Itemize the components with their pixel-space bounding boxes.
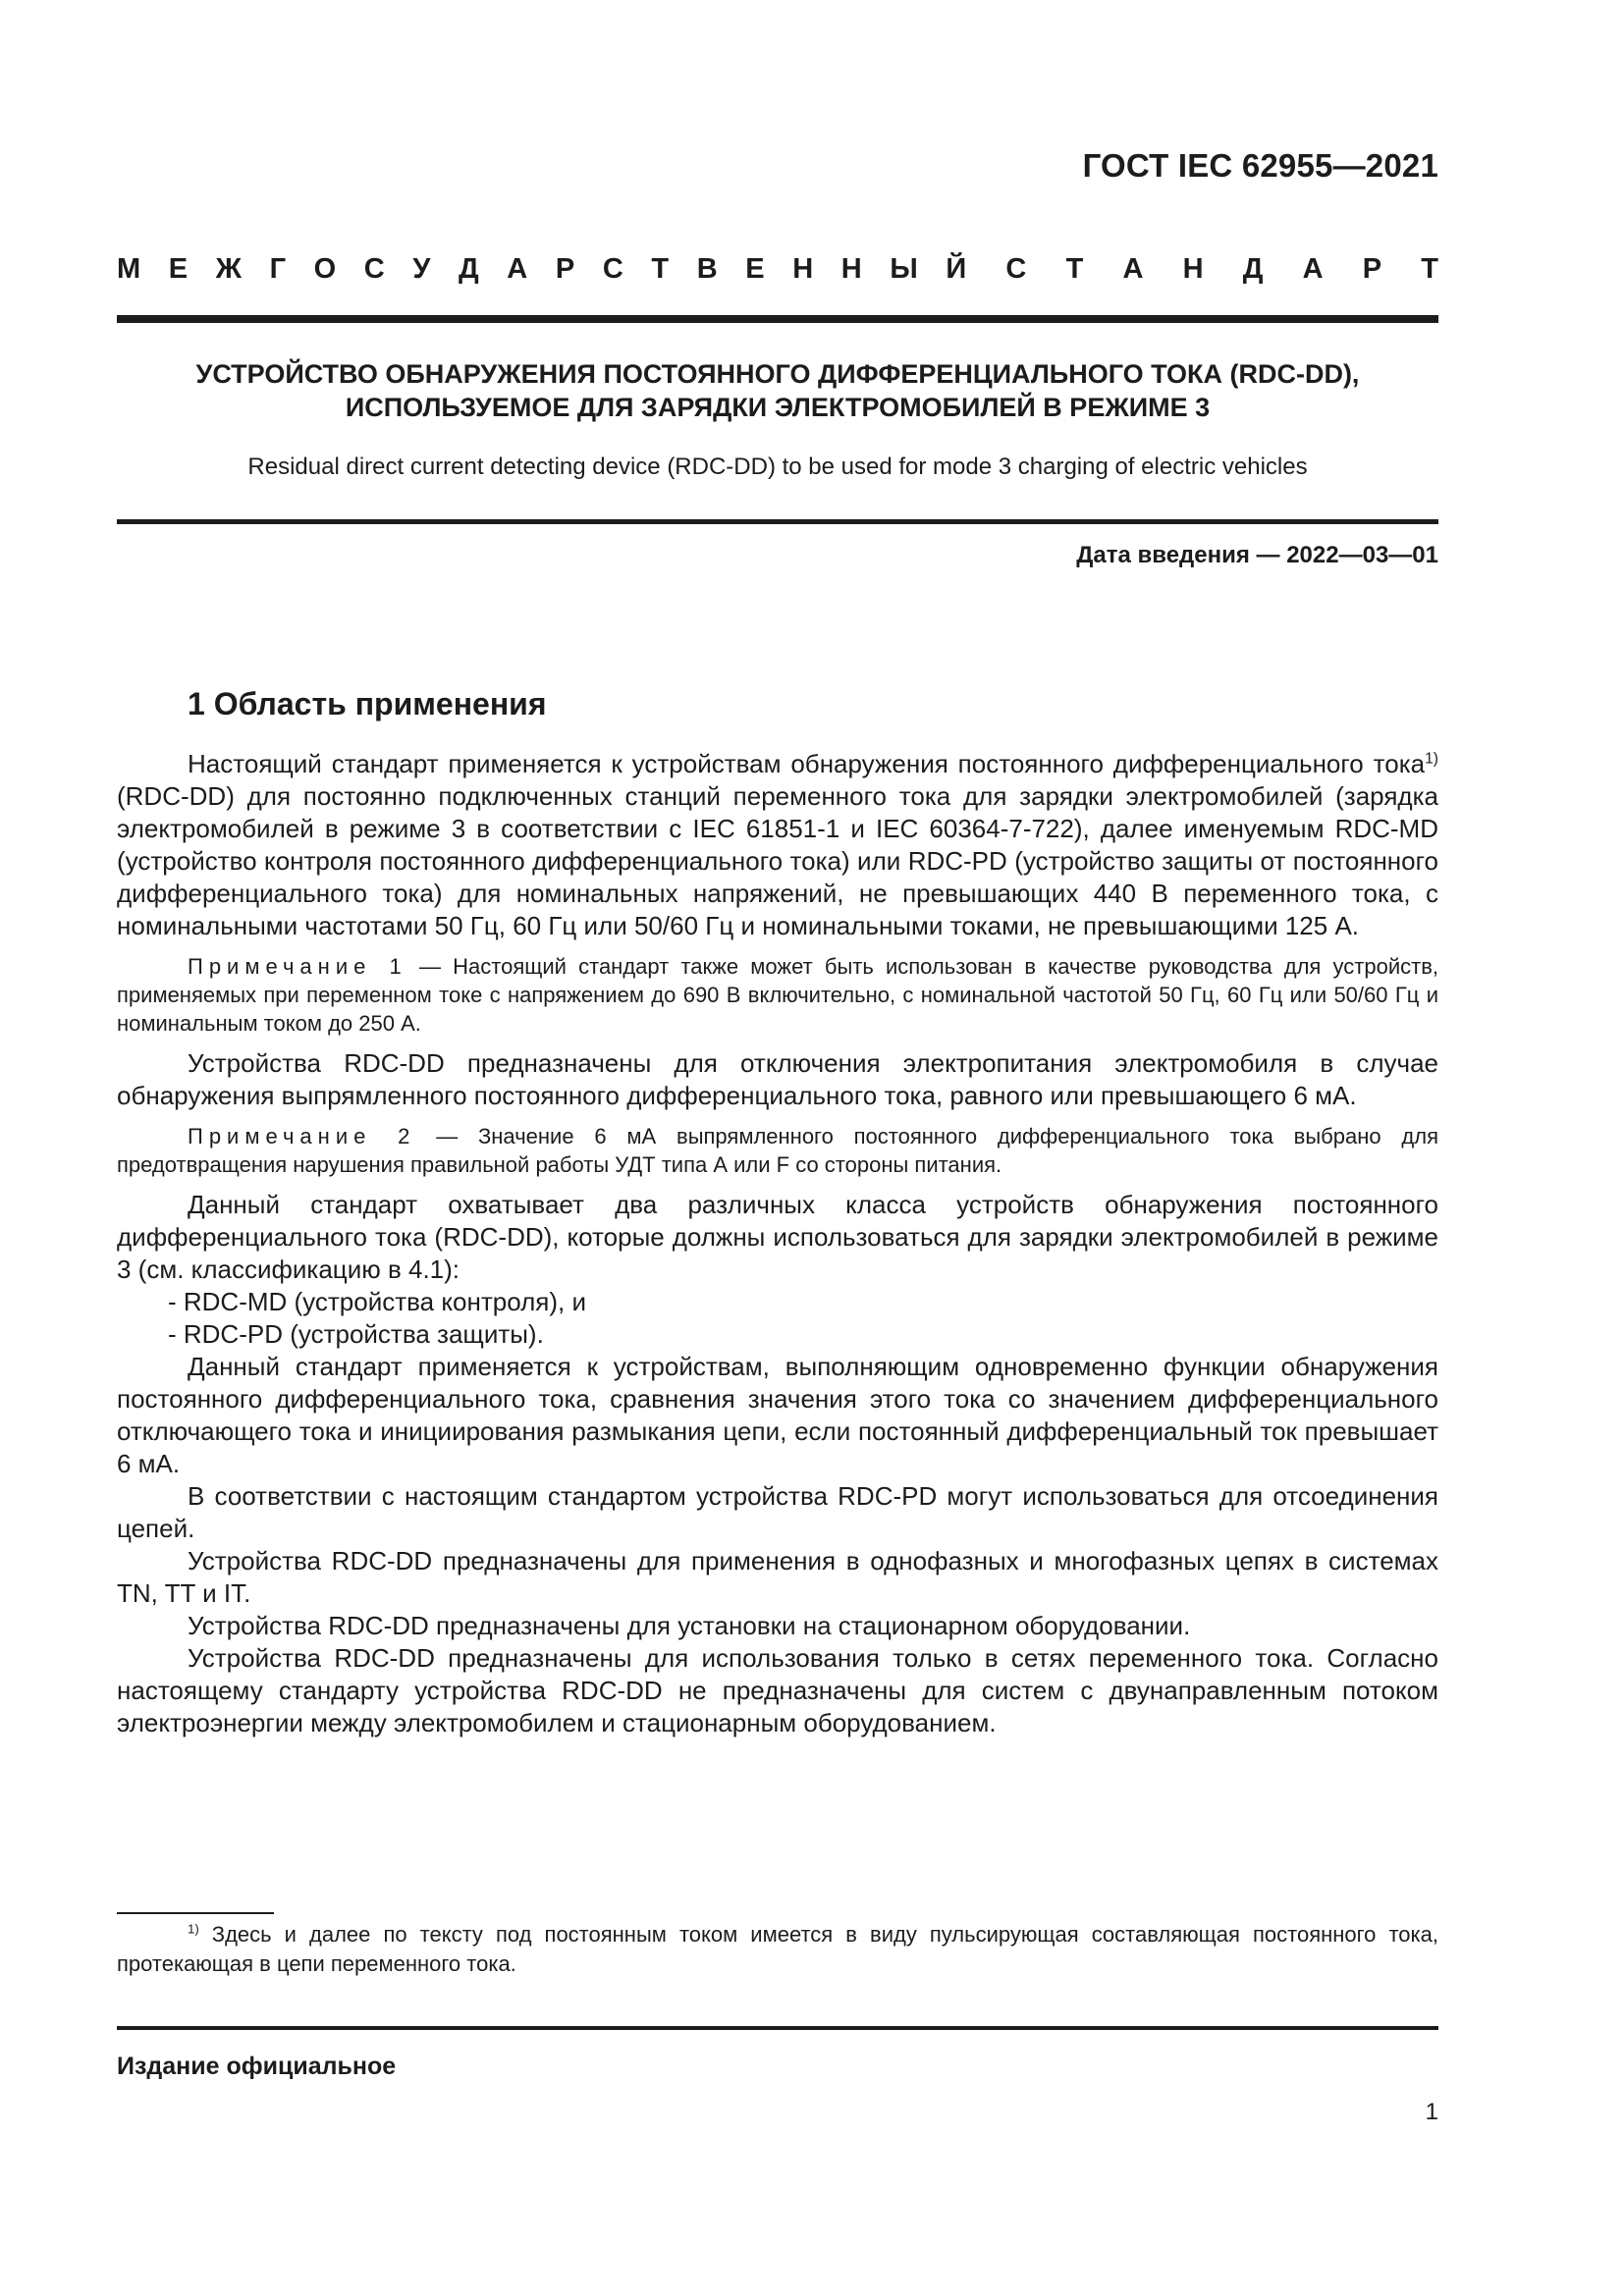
middle-rule [117, 519, 1438, 524]
paragraph-4: Данный стандарт применяется к устройствам, выполняющим одновременно функции обнаружения постоянного дифференциального тока, сравнения значения этого тока со значением дифференциального отключающего тока и инициирования размыкания цепи, если постоянный дифференциальный ток превышает 6 мА. [117, 1352, 1438, 1478]
page-number: 1 [1425, 2099, 1438, 2125]
top-rule [117, 315, 1438, 323]
footnote-ref: 1) [1425, 750, 1438, 768]
english-title: Residual direct current detecting device (RDC-DD) to be used for mode 3 charging of electric vehicles [247, 454, 1308, 480]
footnote: $^{1)}$ Здесь и далее по тексту под постоянным током имеется в виду пульсирующая составляющая постоянного тока, протекающая в цепи переменного тока. [117, 1921, 1438, 1976]
standard-type-word1: М Е Ж Г О С У Д А Р С Т В Е Н Н Ы Й [117, 253, 967, 285]
standard-number: ГОСТ IEC 62955—2021 [1082, 147, 1438, 184]
note-2-label: Примечание 2 [188, 1124, 416, 1148]
paragraph-2: Устройства RDC-DD предназначены для отключения электропитания электромобиля в случае обнаружения выпрямленного постоянного дифференциального тока, равного или превышающего 6 мА. [117, 1048, 1438, 1110]
paragraph-8: Устройства RDC-DD предназначены для использования только в сетях переменного тока. Согласно настоящему стандарту устройства RDC-DD не предназначены для систем с двунаправленным потоком электроэнергии между электромобилем и стационарным оборудованием. [117, 1643, 1438, 1737]
paragraph-3: Данный стандарт охватывает два различных класса устройств обнаружения постоянного дифференциального тока (RDC-DD), которые должны использоваться для зарядки электромобилей в режиме 3 (см. классификацию в 4.1): [117, 1190, 1438, 1284]
paragraph-7: Устройства RDC-DD предназначены для установки на стационарном оборудовании. [188, 1611, 1191, 1640]
note-1-label: Примечание 1 [188, 954, 407, 979]
section-body [117, 748, 1438, 1739]
footnote-marker: 1) [188, 1921, 199, 1937]
edition-label: Издание официальное [117, 2053, 397, 2080]
document-title [117, 357, 1438, 424]
paragraph-1: Настоящий стандарт применяется к устройствам обнаружения постоянного дифференциального тока$^{1)}$ (RDC-DD) для постоянно подключенных станций переменного тока для зарядки электромобилей (зарядка электромобилей в режиме 3 в соответствии с IEC 61851-1 и IEC 60364-7-722), далее именуемым RDC-MD (устройство контроля постоянного дифференциального тока) или RDC-PD (устройство защиты от постоянного дифференциального тока) для номинальных напряжений, не превышающих 440 В переменного тока, с номинальными частотами 50 Гц, 60 Гц или 50/60 Гц и номинальными токами, не превышающими 125 А. [117, 749, 1438, 940]
standard-type-word2: С Т А Н Д А Р Т [1005, 253, 1438, 285]
note-1: Примечание 1 — Настоящий стандарт также может быть использован в качестве руководства для устройств, применяемых при переменном токе с напряжением до 690 В включительно, с номинальной частотой 50 Гц, 60 Гц или 50/60 Гц и номинальным током до 250 А. [117, 954, 1438, 1036]
list-item: - RDC-MD (устройства контроля), и [168, 1287, 586, 1316]
section-heading: 1 Область применения [188, 686, 547, 721]
paragraph-5: В соответствии с настоящим стандартом устройства RDC-PD могут использоваться для отсоединения цепей. [117, 1481, 1438, 1543]
title-line-2: ИСПОЛЬЗУЕМОЕ ДЛЯ ЗАРЯДКИ ЭЛЕКТРОМОБИЛЕЙ В РЕЖИМЕ 3 [345, 393, 1211, 422]
footnote-rule [117, 1912, 274, 1914]
list-item: - RDC-PD (устройства защиты). [168, 1319, 544, 1349]
paragraph-6: Устройства RDC-DD предназначены для применения в однофазных и многофазных цепях в системах TN, TT и IT. [117, 1546, 1438, 1608]
introduction-date: Дата введения — 2022—03—01 [1076, 542, 1438, 568]
standard-type [117, 253, 1438, 286]
title-line-1: УСТРОЙСТВО ОБНАРУЖЕНИЯ ПОСТОЯННОГО ДИФФЕРЕНЦИАЛЬНОГО ТОКА (RDC-DD), [195, 359, 1360, 389]
bottom-rule [117, 2026, 1438, 2030]
note-2: Примечание 2 — Значение 6 мА выпрямленного постоянного дифференциального тока выбрано для предотвращения нарушения правильной работы УДТ типа А или F со стороны питания. [117, 1124, 1439, 1177]
